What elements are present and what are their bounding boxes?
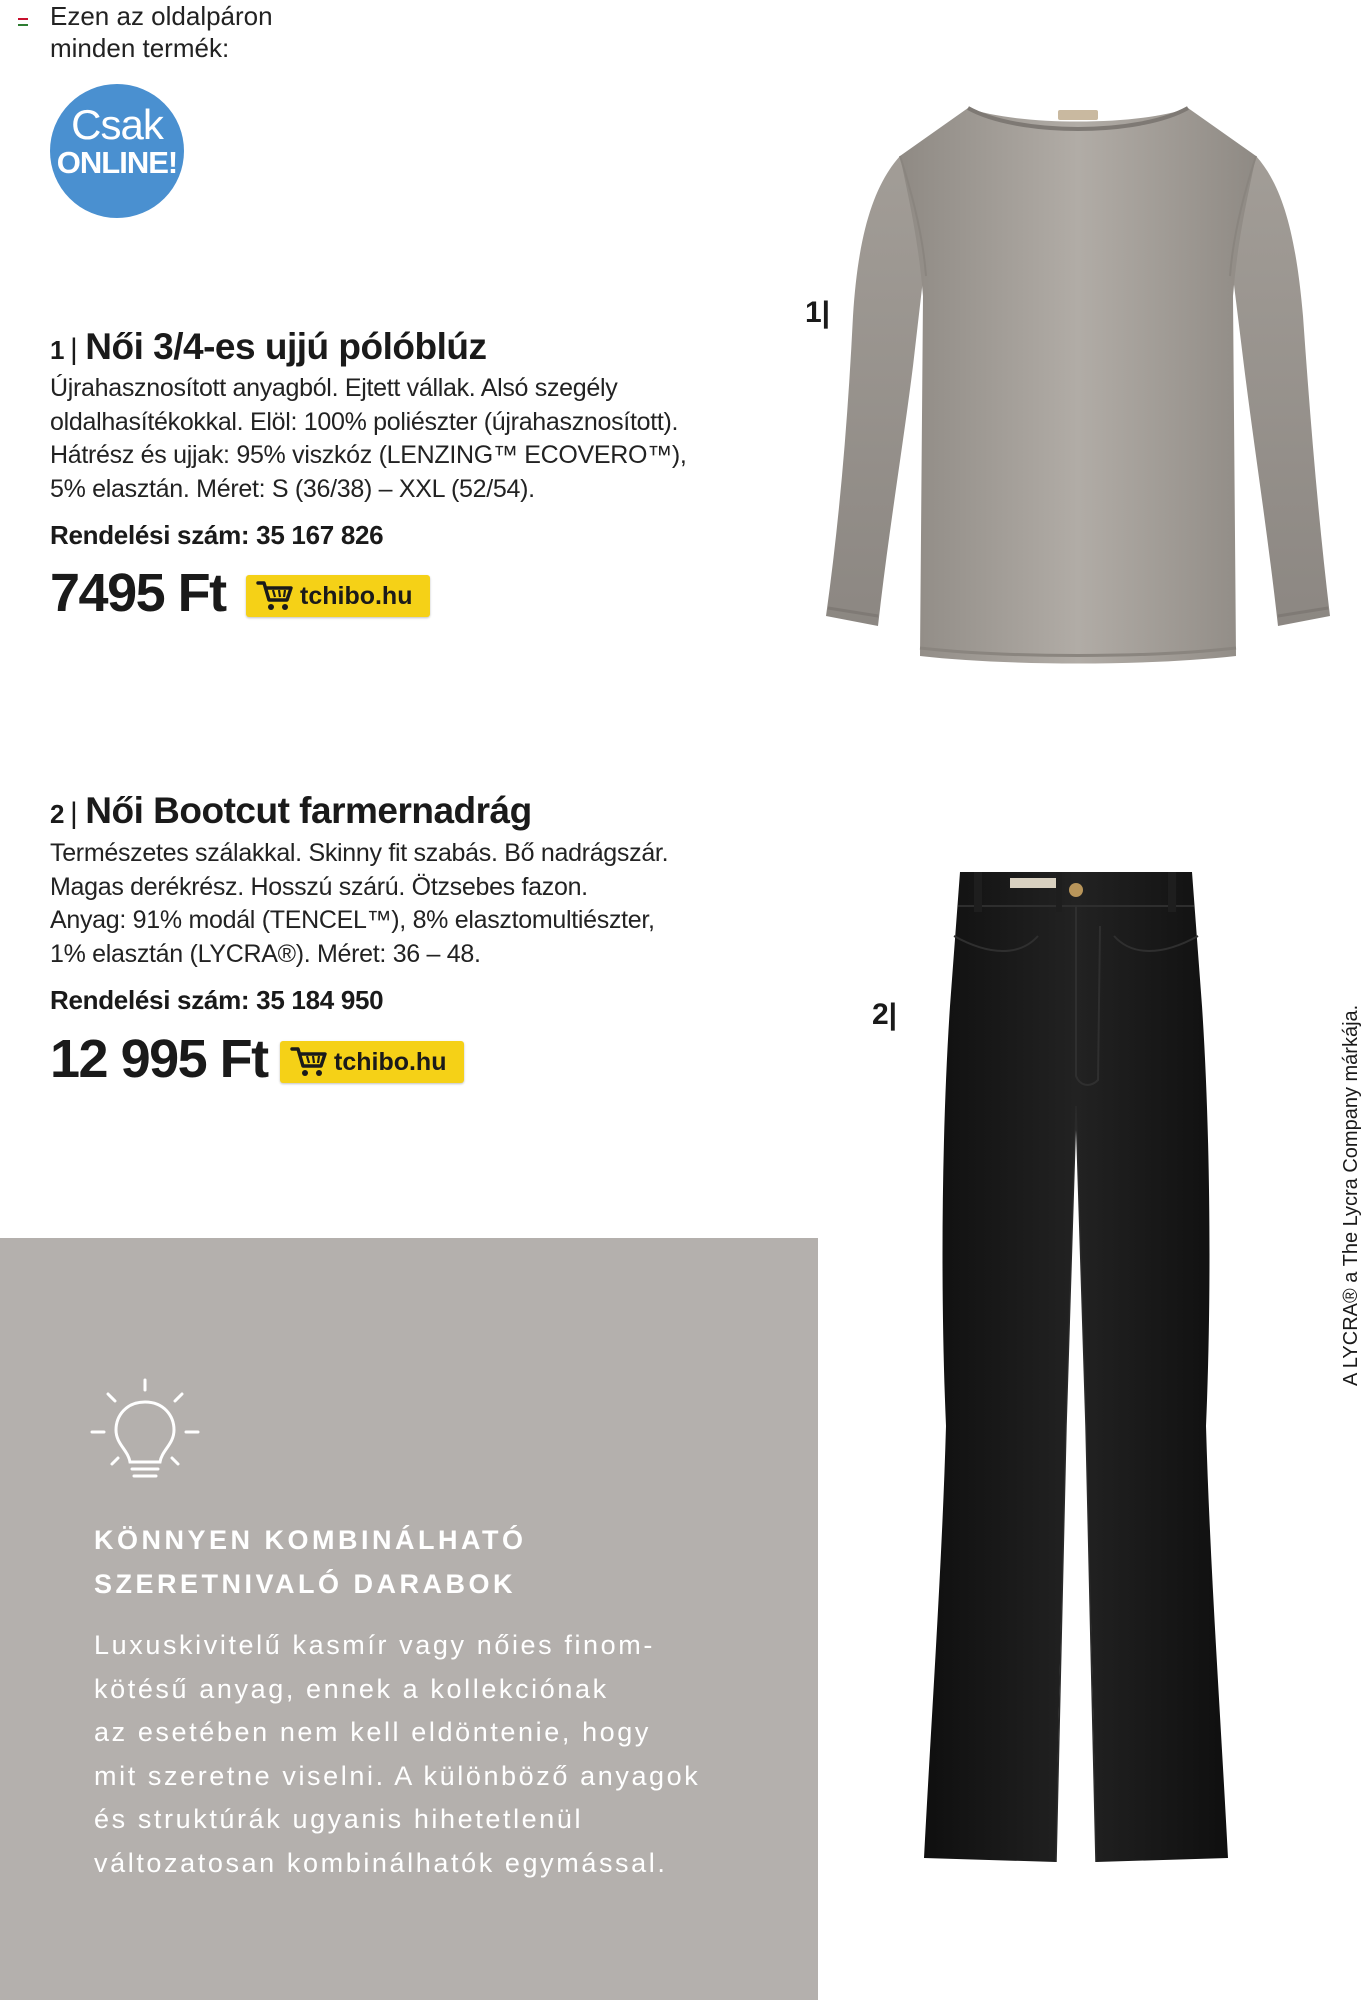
product-2-desc-line: 1% elasztán (LYCRA®). Méret: 36 – 48.	[50, 939, 481, 968]
product-1-separator: |	[69, 333, 78, 366]
product-2-desc-line: Természetes szálakkal. Skinny fit szabás. Bő nadrágszár.	[50, 839, 669, 867]
product-2-desc-line: Anyag: 91% modál (TENCEL™), 8% elasztomultiészter,	[50, 906, 655, 934]
product-1-shop-button[interactable]	[246, 575, 430, 617]
product-2-number: 2	[50, 799, 64, 829]
product-2-description	[50, 837, 668, 971]
product-1-order-number: Rendelési szám: 35 167 826	[50, 520, 384, 550]
product-1-desc-line: Hátrész és ujjak: 95% viszkóz (LENZING™ ECOVERO™),	[50, 441, 687, 469]
product-2-order-number: Rendelési szám: 35 184 950	[50, 985, 384, 1015]
tip-heading	[94, 1518, 526, 1606]
intro-text	[50, 0, 273, 64]
product-1-desc-line: oldalhasítékokkal. Elöl: 100% poliészter (újrahasznosított).	[50, 407, 679, 436]
product-1-price: 7495 Ft	[50, 563, 226, 623]
jeans-image	[910, 866, 1240, 1868]
online-only-badge	[50, 84, 184, 218]
tip-heading-line: KÖNNYEN KOMBINÁLHATÓ	[94, 1525, 527, 1555]
product-1-shop-label: tchibo.hu	[300, 581, 413, 610]
product-1-title-text: Női 3/4-es ujjú pólóblúz	[85, 326, 487, 367]
product-2-shop-button[interactable]	[280, 1041, 464, 1083]
badge-line-1: Csak	[71, 101, 163, 148]
blouse-image	[818, 96, 1338, 674]
shopping-cart-icon	[256, 580, 294, 612]
product-1-desc-line: Újrahasznosított anyagból. Ejtett vállak. Alsó szegély	[50, 374, 618, 402]
tip-body	[94, 1624, 794, 1885]
lycra-trademark-note: A LYCRA® a The Lycra Company márkája.	[1340, 1004, 1362, 1386]
tip-body-line: Luxuskivitelű kasmír vagy nőies finom-	[94, 1630, 655, 1660]
product-1-image-label: 1|	[805, 296, 831, 329]
tip-body-line: és struktúrák ugyanis hihetetlenül	[94, 1804, 584, 1834]
tip-panel	[0, 1238, 818, 2000]
product-2-desc-line: Magas derékrész. Hosszú szárú. Ötzsebes fazon.	[50, 872, 588, 901]
tip-heading-line: SZERETNIVALÓ DARABOK	[94, 1569, 517, 1599]
tip-body-line: mit szeretne viselni. A különböző anyagok	[94, 1760, 701, 1791]
tip-body-line: az esetében nem kell eldöntenie, hogy	[94, 1717, 652, 1747]
product-2-image-label: 2|	[872, 998, 898, 1031]
tip-body-line: kötésű anyag, ennek a kollekciónak	[94, 1673, 609, 1704]
tip-body-line: változatosan kombinálhatók egymással.	[94, 1847, 668, 1878]
badge-line-2: ONLINE!	[56, 145, 178, 180]
product-2-separator: |	[69, 797, 78, 830]
intro-line-1: Ezen az oldalpáron	[50, 1, 273, 31]
product-1-desc-line: 5% elasztán. Méret: S (36/38) – XXL (52/54).	[50, 474, 535, 503]
intro-line-2: minden termék:	[50, 33, 230, 63]
product-2-title-text: Női Bootcut farmernadrág	[85, 790, 532, 831]
product-2-price: 12 995 Ft	[50, 1029, 268, 1089]
flag-mark-icon	[18, 18, 28, 26]
product-2-shop-label: tchibo.hu	[334, 1047, 447, 1076]
shopping-cart-icon	[290, 1046, 328, 1078]
product-1-number: 1	[50, 335, 64, 365]
product-1-title	[50, 326, 486, 368]
product-1-description	[50, 372, 687, 506]
product-2-title	[50, 790, 532, 832]
lightbulb-icon	[90, 1378, 200, 1484]
